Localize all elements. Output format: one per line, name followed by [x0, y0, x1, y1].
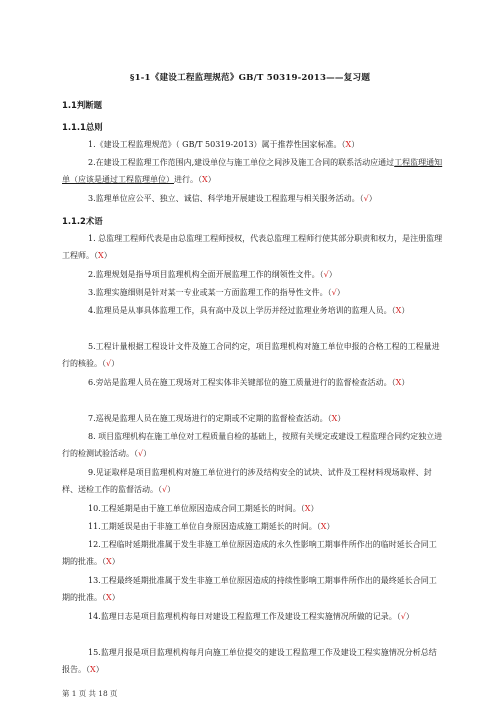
- document-title: §1-1《建设工程监理规范》GB/T 50319-2013——复习题: [129, 73, 371, 83]
- answer-mark: X: [320, 522, 327, 531]
- question-item: 3.监理实施细则是针对某一专业或某一方面监理工作的指导性文件。（√）: [88, 288, 345, 297]
- answer-mark: X: [395, 378, 402, 387]
- question-item: 5.工程计量根据工程设计文件及施工合同约定，项目监理机构对施工单位申报的合格工程的工程量进行的核验。（√）: [62, 342, 440, 368]
- underlined-note: 工程监理通知单（应该是通过工程监理单位）: [62, 158, 443, 184]
- answer-mark: √: [106, 359, 112, 368]
- question-item: 2.监理规划是指导项目监理机构全面开展监理工作的纲领性文件。（√）: [88, 270, 337, 279]
- question-item: 15.监理月报是项目监理机构每月向施工单位提交的建设工程监理工作及建设工程实施情况分析总结报告。（X）: [62, 648, 437, 674]
- question-item: 11.工期延误是由于非施工单位自身原因造成施工期延长的时间。（X）: [88, 522, 335, 531]
- answer-mark: X: [106, 593, 112, 602]
- subsection-heading-terms: 1.1.2术语: [62, 216, 103, 226]
- question-item: 13.工程最终延期批准属于发生非施工单位原因造成的持续性影响工期事件所作出的最终延长合同工期的批准。（X）: [62, 576, 437, 602]
- page-footer: 第 1 页 共 18 页: [62, 689, 118, 698]
- answer-mark: √: [323, 270, 329, 279]
- answer-mark: √: [363, 194, 369, 203]
- answer-mark: X: [90, 665, 96, 674]
- answer-mark: √: [138, 449, 144, 458]
- answer-mark: X: [202, 175, 208, 184]
- answer-mark: X: [345, 140, 352, 149]
- question-item: 10.工程延期是由于施工单位原因造成合同工期延长的时间。（X）: [88, 504, 319, 513]
- answer-mark: X: [331, 414, 338, 423]
- answer-mark: √: [331, 288, 337, 297]
- question-item: 7.巡视是监理人员在施工现场进行的定期或不定期的监督检查活动。（X）: [88, 414, 346, 423]
- question-item: 4.监理员是从事具体监理工作，具有高中及以上学历并经过监理业务培训的监理人员。（X）: [88, 306, 410, 315]
- subsection-heading-general: 1.1.1总则: [62, 122, 103, 132]
- section-heading: 1.1判断题: [62, 100, 102, 110]
- answer-mark: X: [304, 504, 311, 513]
- question-item: 3.监理单位应公平、独立、诚信、科学地开展建设工程监理与相关服务活动。（√）: [88, 194, 377, 203]
- question-item: 9.见证取样是项目监理机构对施工单位进行的涉及结构安全的试块、试件及工程材料现场取样、封样、送检工作的监督活动。（√）: [62, 468, 432, 494]
- question-item: 1.《建设工程监理规范》（ GB/T 50319-2013）属于推荐性国家标准。（X）: [88, 140, 360, 149]
- question-item: 12.工程临时延期批准属于发生非施工单位原因造成的永久性影响工期事件所作出的临时延长合同工期的批准。（X）: [62, 540, 437, 566]
- question-item: 6.旁站是监理人员在施工现场对工程实体非关键部位的施工质量进行的监督检查活动。（X）: [88, 378, 410, 387]
- question-item: 2.在建设工程监理工作范围内,建设单位与施工单位之间涉及施工合同的联系活动应通过工程监理通知单（应该是通过工程监理单位）进行。（X）: [62, 158, 443, 184]
- answer-mark: √: [400, 612, 406, 621]
- answer-mark: X: [98, 251, 104, 260]
- question-item: 14.监理日志是项目监理机构每日对建设工程监理工作及建设工程实施情况所做的记录。（√）: [88, 612, 414, 621]
- question-item: 8. 项目监理机构在施工单位对工程质量自检的基础上，按照有关规定或建设工程监理合同约定独立进行的检测试验活动。（√）: [62, 432, 443, 458]
- answer-mark: X: [106, 557, 112, 566]
- answer-mark: √: [162, 485, 168, 494]
- question-item: 1. 总监理工程师代表是由总监理工程师授权，代表总监理工程师行使其部分职责和权力，是注册监理工程师。（X）: [62, 234, 443, 260]
- answer-mark: X: [395, 306, 402, 315]
